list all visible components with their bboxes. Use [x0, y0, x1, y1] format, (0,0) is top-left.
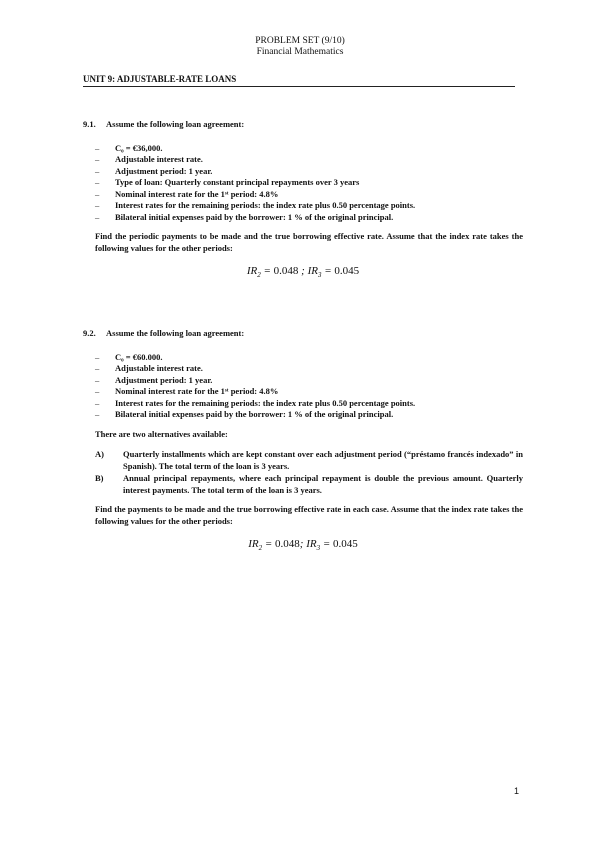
header-title: PROBLEM SET (9/10): [255, 36, 345, 46]
list-item: – Bilateral initial expenses paid by the borrower: 1 % of the original principal.: [95, 409, 394, 419]
bullet-list: [95, 143, 523, 224]
alternative-item: B) Annual principal repayments, where each principal repayment is double the previous amount. Quarterly interest payments. The total term of the loan is 3 years.: [95, 473, 523, 495]
alternatives-list: [95, 449, 523, 496]
page-number: 1: [514, 786, 520, 796]
list-item: – Adjustable interest rate.: [95, 154, 203, 164]
bullet-list: [95, 352, 523, 421]
index-rate-formula: $IR_2 = 0.048$ ; $IR_3 = 0.045$: [246, 265, 360, 280]
list-item: – Adjustment period: 1 year.: [95, 374, 213, 385]
index-rate-formula: $IR_2 = 0.048$; $IR_3 = 0.045$: [248, 538, 358, 553]
list-item: – Nominal interest rate for the 1ˢᵗ period: 4.8%: [95, 188, 279, 199]
list-item: – Adjustable interest rate.: [95, 363, 203, 373]
problem-question: Find the payments to be made and the true borrowing effective rate in each case. Assume that the index rate takes the following values for the other periods:: [95, 504, 523, 526]
problem-number: 9.1.: [83, 119, 96, 129]
list-item: – C₀ = €36,000.: [95, 142, 163, 153]
unit-title: UNIT 9: ADJUSTABLE-RATE LOANS: [83, 74, 515, 87]
list-item: – Bilateral initial expenses paid by the borrower: 1 % of the original principal.: [95, 211, 394, 222]
problem-intro: Assume the following loan agreement:: [106, 328, 245, 338]
list-item: – C₀ = €60.000.: [95, 351, 163, 362]
problem-9-1: [83, 119, 523, 282]
problem-question: Find the periodic payments to be made and the true borrowing effective rate. Assume that the index rate takes the following values for the other periods:: [95, 231, 523, 253]
list-item: – Type of loan: Quarterly constant principal repayments over 3 years: [95, 177, 360, 187]
alternative-item: A) Quarterly installments which are kept constant over each adjustment period (“préstamo francés indexado” in Spanish). The total term of the loan is 3 years.: [95, 449, 523, 471]
alternatives-intro: There are two alternatives available:: [95, 428, 228, 439]
problem-number: 9.2.: [83, 328, 96, 338]
list-item: – Interest rates for the remaining periods: the index rate plus 0.50 percentage points.: [95, 200, 416, 210]
list-item: – Adjustment period: 1 year.: [95, 165, 213, 176]
list-item: – Interest rates for the remaining periods: the index rate plus 0.50 percentage points.: [95, 397, 416, 408]
problem-9-2: [83, 328, 523, 555]
header-subtitle: Financial Mathematics: [256, 47, 344, 57]
page-header: [0, 36, 600, 58]
list-item: – Nominal interest rate for the 1ˢᵗ period: 4.8%: [95, 386, 279, 396]
problem-intro: Assume the following loan agreement:: [106, 119, 245, 129]
